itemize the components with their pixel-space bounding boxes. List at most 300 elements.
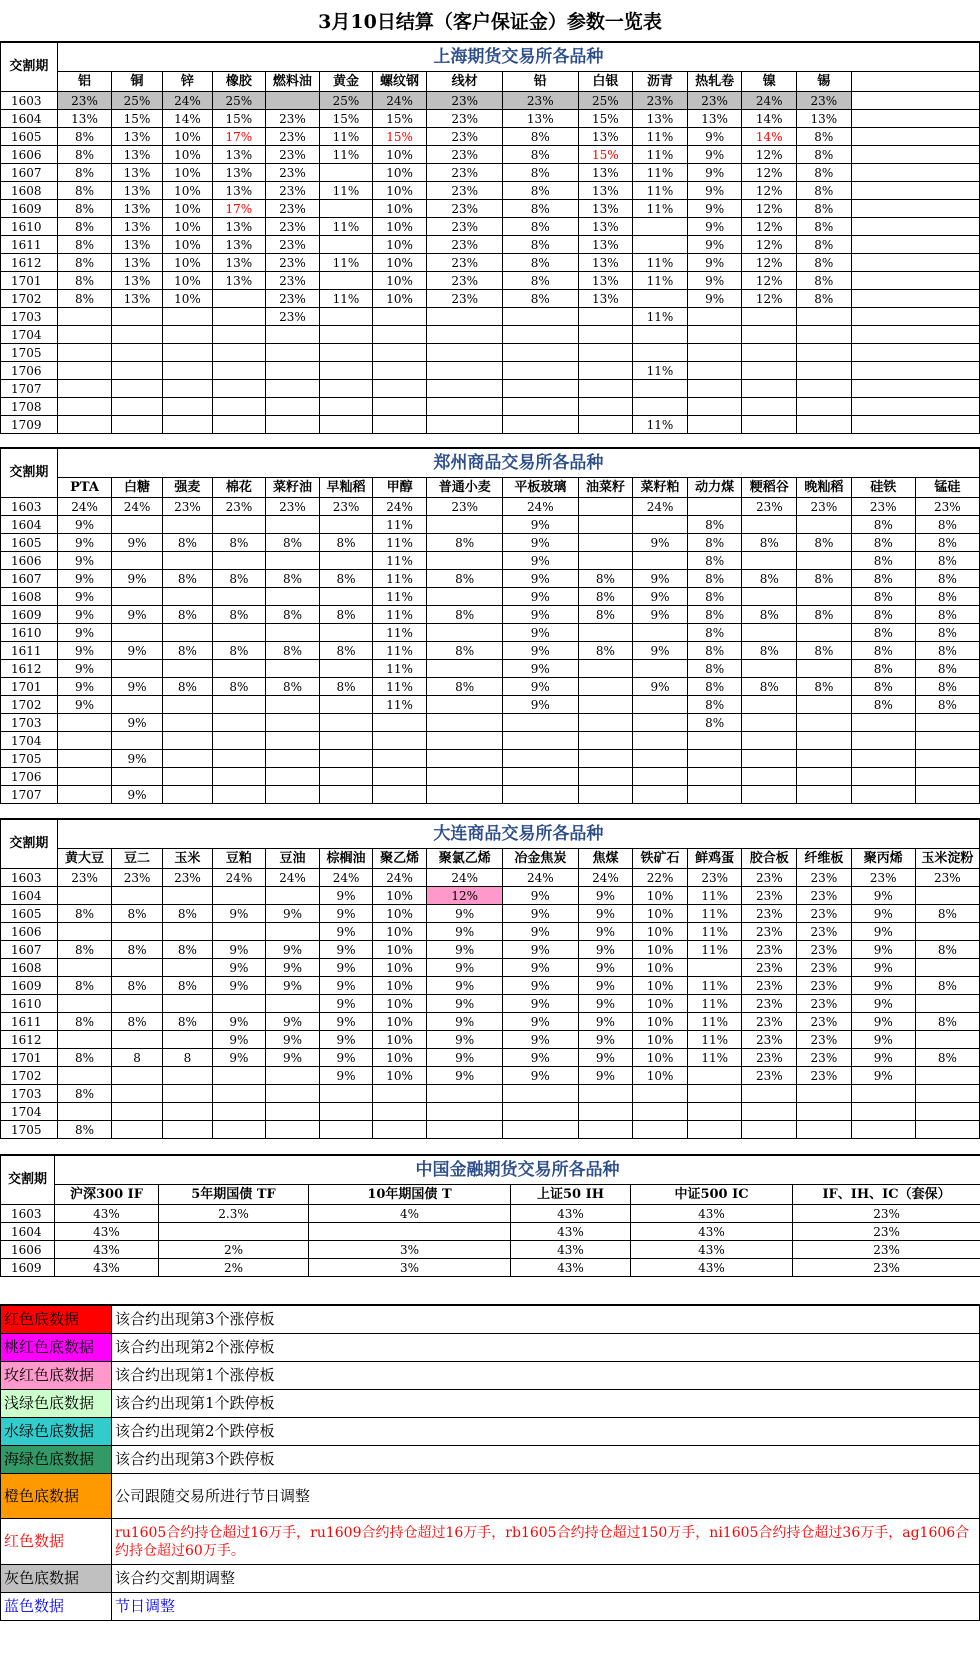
margin-rate-cell (112, 696, 162, 714)
section-gap (0, 804, 980, 819)
margin-rate-cell: 9% (427, 905, 503, 923)
margin-rate-cell (320, 398, 373, 416)
margin-rate-cell: 8% (687, 534, 742, 552)
product-header: 锡 (797, 72, 852, 92)
margin-rate-cell (112, 1031, 162, 1049)
margin-rate-cell: 9% (57, 678, 112, 696)
margin-rate-cell: 10% (633, 887, 688, 905)
margin-rate-cell (427, 1085, 503, 1103)
margin-rate-cell (427, 398, 503, 416)
legend-desc: 该合约出现第1个跌停板 (112, 1390, 980, 1418)
margin-rate-cell: 9% (578, 923, 633, 941)
delivery-period: 1606 (1, 923, 58, 941)
margin-rate-cell (578, 498, 633, 516)
margin-rate-cell (320, 1103, 373, 1121)
margin-rate-cell: 9% (112, 534, 162, 552)
margin-rate-cell (112, 516, 162, 534)
margin-rate-cell: 8% (57, 200, 112, 218)
margin-rate-cell (213, 1121, 266, 1139)
margin-rate-cell: 11% (633, 146, 688, 164)
empty-cell (851, 254, 979, 272)
margin-rate-cell: 8% (797, 534, 852, 552)
delivery-period: 1610 (1, 624, 58, 642)
margin-rate-cell: 9% (503, 941, 579, 959)
table-row (1, 344, 980, 362)
margin-rate-cell: 23% (427, 92, 503, 110)
margin-rate-cell: 11% (633, 362, 688, 380)
margin-rate-cell (159, 1223, 309, 1241)
margin-rate-cell: 14% (742, 110, 797, 128)
margin-rate-cell: 8% (502, 272, 578, 290)
table-row (1, 272, 980, 290)
margin-rate-cell: 8% (265, 534, 320, 552)
margin-rate-cell (578, 326, 633, 344)
margin-rate-cell (112, 887, 162, 905)
margin-rate-cell: 9% (213, 977, 266, 995)
margin-rate-cell (578, 380, 633, 398)
margin-rate-cell: 10% (372, 923, 427, 941)
product-header: 10年期国债 T (309, 1185, 511, 1205)
margin-rate-cell: 9% (320, 923, 373, 941)
margin-rate-cell: 10% (372, 1013, 427, 1031)
margin-rate-cell: 9% (851, 1013, 915, 1031)
margin-rate-cell: 9% (503, 588, 579, 606)
product-header: 白银 (578, 72, 633, 92)
empty-cell (851, 380, 979, 398)
margin-rate-cell (503, 714, 579, 732)
margin-rate-cell (851, 750, 915, 768)
table-row (1, 1103, 980, 1121)
delivery-period-label: 交割期 (1, 449, 58, 498)
margin-rate-cell: 8% (162, 534, 212, 552)
margin-rate-cell (112, 624, 162, 642)
margin-rate-cell: 24% (578, 869, 633, 887)
margin-rate-cell (742, 768, 797, 786)
margin-rate-cell: 23% (797, 1067, 852, 1085)
delivery-period: 1604 (1, 1223, 55, 1241)
margin-rate-cell (427, 714, 503, 732)
empty-cell (851, 272, 979, 290)
margin-rate-cell: 8% (427, 534, 503, 552)
margin-rate-cell: 12% (742, 164, 797, 182)
margin-rate-cell (687, 308, 742, 326)
table-row (1, 1067, 980, 1085)
margin-rate-cell (797, 308, 852, 326)
margin-rate-cell (213, 398, 266, 416)
margin-rate-cell: 9% (851, 959, 915, 977)
margin-rate-cell: 9% (320, 977, 373, 995)
margin-rate-cell: 8% (320, 534, 373, 552)
margin-rate-cell (687, 786, 742, 804)
margin-rate-cell (112, 380, 162, 398)
margin-rate-cell: 8% (797, 128, 852, 146)
margin-rate-cell (213, 714, 266, 732)
margin-rate-cell: 14% (162, 110, 212, 128)
delivery-period: 1704 (1, 326, 58, 344)
margin-rate-cell: 9% (851, 1067, 915, 1085)
margin-rate-cell: 11% (687, 1031, 742, 1049)
margin-rate-cell: 13% (213, 272, 266, 290)
margin-rate-cell (162, 923, 212, 941)
margin-rate-cell: 9% (503, 905, 579, 923)
margin-rate-cell (320, 416, 373, 434)
margin-rate-cell: 8% (687, 588, 742, 606)
margin-rate-cell (265, 326, 320, 344)
margin-rate-cell (427, 1103, 503, 1121)
margin-rate-cell (162, 786, 212, 804)
margin-rate-cell: 12% (742, 272, 797, 290)
table-row (1, 750, 980, 768)
margin-rate-cell: 8% (57, 977, 112, 995)
margin-rate-cell (578, 516, 633, 534)
margin-rate-cell (112, 732, 162, 750)
margin-rate-cell: 8% (320, 570, 373, 588)
margin-rate-cell (213, 995, 266, 1013)
delivery-period-label: 交割期 (1, 1156, 55, 1205)
margin-rate-cell (162, 588, 212, 606)
margin-rate-cell (427, 308, 503, 326)
margin-rate-cell (578, 714, 633, 732)
margin-rate-cell: 9% (57, 534, 112, 552)
table-row (1, 696, 980, 714)
margin-rate-cell: 8% (851, 534, 915, 552)
margin-rate-cell: 13% (112, 218, 162, 236)
margin-rate-cell (112, 1085, 162, 1103)
margin-rate-cell: 9% (57, 588, 112, 606)
margin-rate-cell (265, 995, 320, 1013)
margin-rate-cell (265, 362, 320, 380)
margin-rate-cell (112, 1103, 162, 1121)
margin-rate-cell: 9% (427, 941, 503, 959)
margin-rate-cell (162, 380, 212, 398)
margin-rate-cell (112, 1121, 162, 1139)
margin-rate-cell: 13% (112, 182, 162, 200)
margin-rate-cell: 8% (502, 200, 578, 218)
table-row (1, 218, 980, 236)
delivery-period: 1603 (1, 1205, 55, 1223)
margin-rate-cell: 9% (427, 1013, 503, 1031)
margin-rate-cell (742, 344, 797, 362)
margin-rate-cell: 11% (372, 660, 427, 678)
margin-rate-cell: 11% (633, 254, 688, 272)
margin-rate-cell: 8% (578, 570, 633, 588)
margin-rate-cell: 23% (742, 977, 797, 995)
margin-rate-cell: 8% (851, 552, 915, 570)
margin-rate-cell: 12% (427, 887, 503, 905)
margin-rate-cell (162, 750, 212, 768)
margin-rate-cell (265, 768, 320, 786)
margin-rate-cell: 8% (213, 570, 266, 588)
margin-rate-cell: 22% (633, 869, 688, 887)
margin-rate-cell: 23% (742, 1031, 797, 1049)
margin-rate-cell: 43% (631, 1223, 793, 1241)
page-title: 3月10日结算（客户保证金）参数一览表 (0, 0, 980, 42)
margin-rate-cell: 9% (427, 1031, 503, 1049)
margin-rate-cell (742, 1121, 797, 1139)
exchange-title: 上海期货交易所各品种 (57, 43, 979, 72)
product-header: 豆油 (265, 849, 320, 869)
product-header: 热轧卷 (687, 72, 742, 92)
margin-rate-cell (213, 416, 266, 434)
margin-rate-cell (797, 552, 852, 570)
table-row (1, 995, 980, 1013)
margin-rate-cell (372, 786, 427, 804)
delivery-period: 1609 (1, 977, 58, 995)
margin-rate-cell (265, 1085, 320, 1103)
margin-rate-cell (797, 1103, 852, 1121)
margin-rate-cell (797, 516, 852, 534)
margin-rate-cell: 9% (503, 923, 579, 941)
table-row (1, 570, 980, 588)
margin-rate-cell (578, 344, 633, 362)
margin-rate-cell: 13% (578, 236, 633, 254)
margin-rate-cell (213, 290, 266, 308)
margin-rate-cell (687, 326, 742, 344)
margin-rate-cell: 13% (578, 272, 633, 290)
margin-rate-cell: 11% (372, 588, 427, 606)
margin-rate-cell: 13% (57, 110, 112, 128)
delivery-period: 1708 (1, 398, 58, 416)
margin-rate-cell (320, 750, 373, 768)
margin-rate-cell (162, 1085, 212, 1103)
product-header: 普通小麦 (427, 478, 503, 498)
margin-rate-cell: 10% (633, 941, 688, 959)
margin-rate-cell: 8% (265, 570, 320, 588)
margin-rate-cell (851, 714, 915, 732)
table-row (1, 498, 980, 516)
margin-rate-cell: 23% (742, 498, 797, 516)
shfe-table (0, 42, 980, 434)
margin-rate-cell: 10% (633, 923, 688, 941)
margin-rate-cell (265, 416, 320, 434)
delivery-period: 1604 (1, 887, 58, 905)
margin-rate-cell (851, 1085, 915, 1103)
margin-rate-cell (57, 326, 112, 344)
delivery-period: 1704 (1, 732, 58, 750)
margin-rate-cell (633, 552, 688, 570)
margin-rate-cell: 9% (503, 696, 579, 714)
legend-key-red-bg: 红色底数据 (1, 1306, 112, 1334)
margin-rate-cell (915, 1103, 979, 1121)
margin-rate-cell: 23% (427, 290, 503, 308)
delivery-period: 1707 (1, 380, 58, 398)
margin-rate-cell (578, 768, 633, 786)
legend-key-blue-text: 蓝色数据 (1, 1593, 112, 1621)
margin-rate-cell: 23% (427, 236, 503, 254)
margin-rate-cell: 10% (633, 1031, 688, 1049)
margin-rate-cell (427, 660, 503, 678)
margin-rate-cell: 13% (112, 272, 162, 290)
margin-rate-cell (851, 1121, 915, 1139)
table-row (1, 128, 980, 146)
margin-rate-cell: 8% (851, 570, 915, 588)
margin-rate-cell (915, 995, 979, 1013)
margin-rate-cell (633, 290, 688, 308)
margin-rate-cell: 10% (372, 164, 427, 182)
margin-rate-cell (503, 1085, 579, 1103)
margin-rate-cell: 23% (427, 110, 503, 128)
delivery-period: 1605 (1, 905, 58, 923)
margin-rate-cell: 8% (915, 642, 979, 660)
margin-rate-cell (797, 624, 852, 642)
margin-rate-cell: 9% (427, 977, 503, 995)
margin-rate-cell: 9% (265, 941, 320, 959)
delivery-period: 1612 (1, 254, 58, 272)
margin-rate-cell: 43% (55, 1259, 159, 1277)
margin-rate-cell (742, 786, 797, 804)
margin-rate-cell (265, 923, 320, 941)
margin-rate-cell (687, 380, 742, 398)
margin-rate-cell: 23% (427, 164, 503, 182)
margin-rate-cell: 9% (265, 905, 320, 923)
table-row (1, 1013, 980, 1031)
margin-rate-cell: 8% (797, 218, 852, 236)
margin-rate-cell: 11% (320, 290, 373, 308)
margin-rate-cell: 8% (851, 624, 915, 642)
margin-rate-cell: 9% (687, 290, 742, 308)
margin-rate-cell: 8% (57, 236, 112, 254)
margin-rate-cell: 11% (372, 570, 427, 588)
margin-rate-cell: 23% (265, 272, 320, 290)
margin-rate-cell: 9% (213, 959, 266, 977)
delivery-period: 1706 (1, 768, 58, 786)
margin-rate-cell: 10% (372, 959, 427, 977)
empty-cell (851, 218, 979, 236)
margin-rate-cell (112, 308, 162, 326)
margin-rate-cell: 23% (742, 995, 797, 1013)
margin-rate-cell (503, 1121, 579, 1139)
margin-rate-cell: 12% (742, 236, 797, 254)
delivery-period: 1702 (1, 290, 58, 308)
empty-cell (851, 146, 979, 164)
margin-rate-cell (265, 92, 320, 110)
margin-rate-cell: 11% (320, 146, 373, 164)
delivery-period: 1604 (1, 516, 58, 534)
margin-rate-cell (213, 923, 266, 941)
legend-table (0, 1305, 980, 1621)
margin-rate-cell (742, 624, 797, 642)
table-row (1, 642, 980, 660)
margin-rate-cell: 9% (112, 642, 162, 660)
margin-rate-cell: 9% (320, 905, 373, 923)
margin-rate-cell: 15% (578, 146, 633, 164)
margin-rate-cell (57, 995, 112, 1013)
table-row (1, 905, 980, 923)
delivery-period: 1705 (1, 1121, 58, 1139)
margin-rate-cell (915, 714, 979, 732)
margin-rate-cell: 10% (372, 977, 427, 995)
margin-rate-cell: 8% (851, 516, 915, 534)
product-header: 黄金 (320, 72, 373, 92)
margin-rate-cell: 9% (427, 995, 503, 1013)
margin-rate-cell (372, 344, 427, 362)
margin-rate-cell (633, 1085, 688, 1103)
margin-rate-cell: 9% (503, 552, 579, 570)
product-header: 上证50 IH (511, 1185, 631, 1205)
margin-rate-cell: 9% (503, 534, 579, 552)
margin-rate-cell: 10% (372, 1049, 427, 1067)
margin-rate-cell: 8% (915, 552, 979, 570)
margin-rate-cell: 8% (797, 570, 852, 588)
margin-rate-cell: 23% (162, 498, 212, 516)
margin-rate-cell: 13% (633, 110, 688, 128)
margin-rate-cell (427, 786, 503, 804)
delivery-period-label: 交割期 (1, 43, 58, 92)
margin-rate-cell: 13% (578, 164, 633, 182)
legend-desc: 公司跟随交易所进行节日调整 (112, 1474, 980, 1519)
margin-rate-cell: 8% (320, 678, 373, 696)
margin-rate-cell (320, 516, 373, 534)
margin-rate-cell (633, 218, 688, 236)
margin-rate-cell (797, 362, 852, 380)
table-row (1, 200, 980, 218)
table-row (1, 768, 980, 786)
delivery-period: 1609 (1, 1259, 55, 1277)
margin-rate-cell: 11% (372, 696, 427, 714)
margin-rate-cell: 23% (427, 182, 503, 200)
margin-rate-cell: 23% (427, 200, 503, 218)
margin-rate-cell: 9% (112, 786, 162, 804)
margin-rate-cell: 13% (578, 128, 633, 146)
margin-rate-cell (797, 660, 852, 678)
margin-rate-cell: 11% (633, 164, 688, 182)
margin-rate-cell: 9% (503, 624, 579, 642)
margin-rate-cell (687, 750, 742, 768)
empty-cell (851, 398, 979, 416)
margin-rate-cell: 8% (427, 678, 503, 696)
margin-rate-cell: 10% (162, 272, 212, 290)
margin-rate-cell: 23% (265, 146, 320, 164)
margin-rate-cell: 13% (112, 290, 162, 308)
margin-rate-cell (633, 660, 688, 678)
margin-rate-cell (578, 624, 633, 642)
margin-rate-cell (687, 498, 742, 516)
margin-rate-cell: 8% (162, 905, 212, 923)
margin-rate-cell: 23% (427, 498, 503, 516)
margin-rate-cell: 8% (687, 606, 742, 624)
table-row (1, 606, 980, 624)
margin-rate-cell: 9% (320, 995, 373, 1013)
margin-rate-cell: 24% (57, 498, 112, 516)
product-header: 晚籼稻 (797, 478, 852, 498)
margin-rate-cell: 8% (112, 941, 162, 959)
margin-rate-cell (502, 416, 578, 434)
margin-rate-cell: 8% (265, 678, 320, 696)
delivery-period: 1606 (1, 552, 58, 570)
margin-rate-cell (213, 1067, 266, 1085)
margin-rate-cell: 8% (320, 606, 373, 624)
delivery-period: 1609 (1, 200, 58, 218)
margin-rate-cell: 8% (502, 218, 578, 236)
margin-rate-cell (915, 1085, 979, 1103)
margin-rate-cell (915, 786, 979, 804)
delivery-period: 1612 (1, 1031, 58, 1049)
margin-rate-cell (57, 380, 112, 398)
margin-rate-cell: 12% (742, 218, 797, 236)
margin-rate-cell (57, 786, 112, 804)
margin-rate-cell (265, 887, 320, 905)
margin-rate-cell: 23% (742, 941, 797, 959)
table-row (1, 254, 980, 272)
margin-rate-cell: 11% (687, 1013, 742, 1031)
table-row (1, 732, 980, 750)
product-header: 沪深300 IF (55, 1185, 159, 1205)
margin-rate-cell: 9% (320, 887, 373, 905)
margin-rate-cell: 23% (797, 1031, 852, 1049)
margin-rate-cell: 23% (57, 92, 112, 110)
margin-rate-cell (112, 326, 162, 344)
margin-rate-cell (578, 660, 633, 678)
